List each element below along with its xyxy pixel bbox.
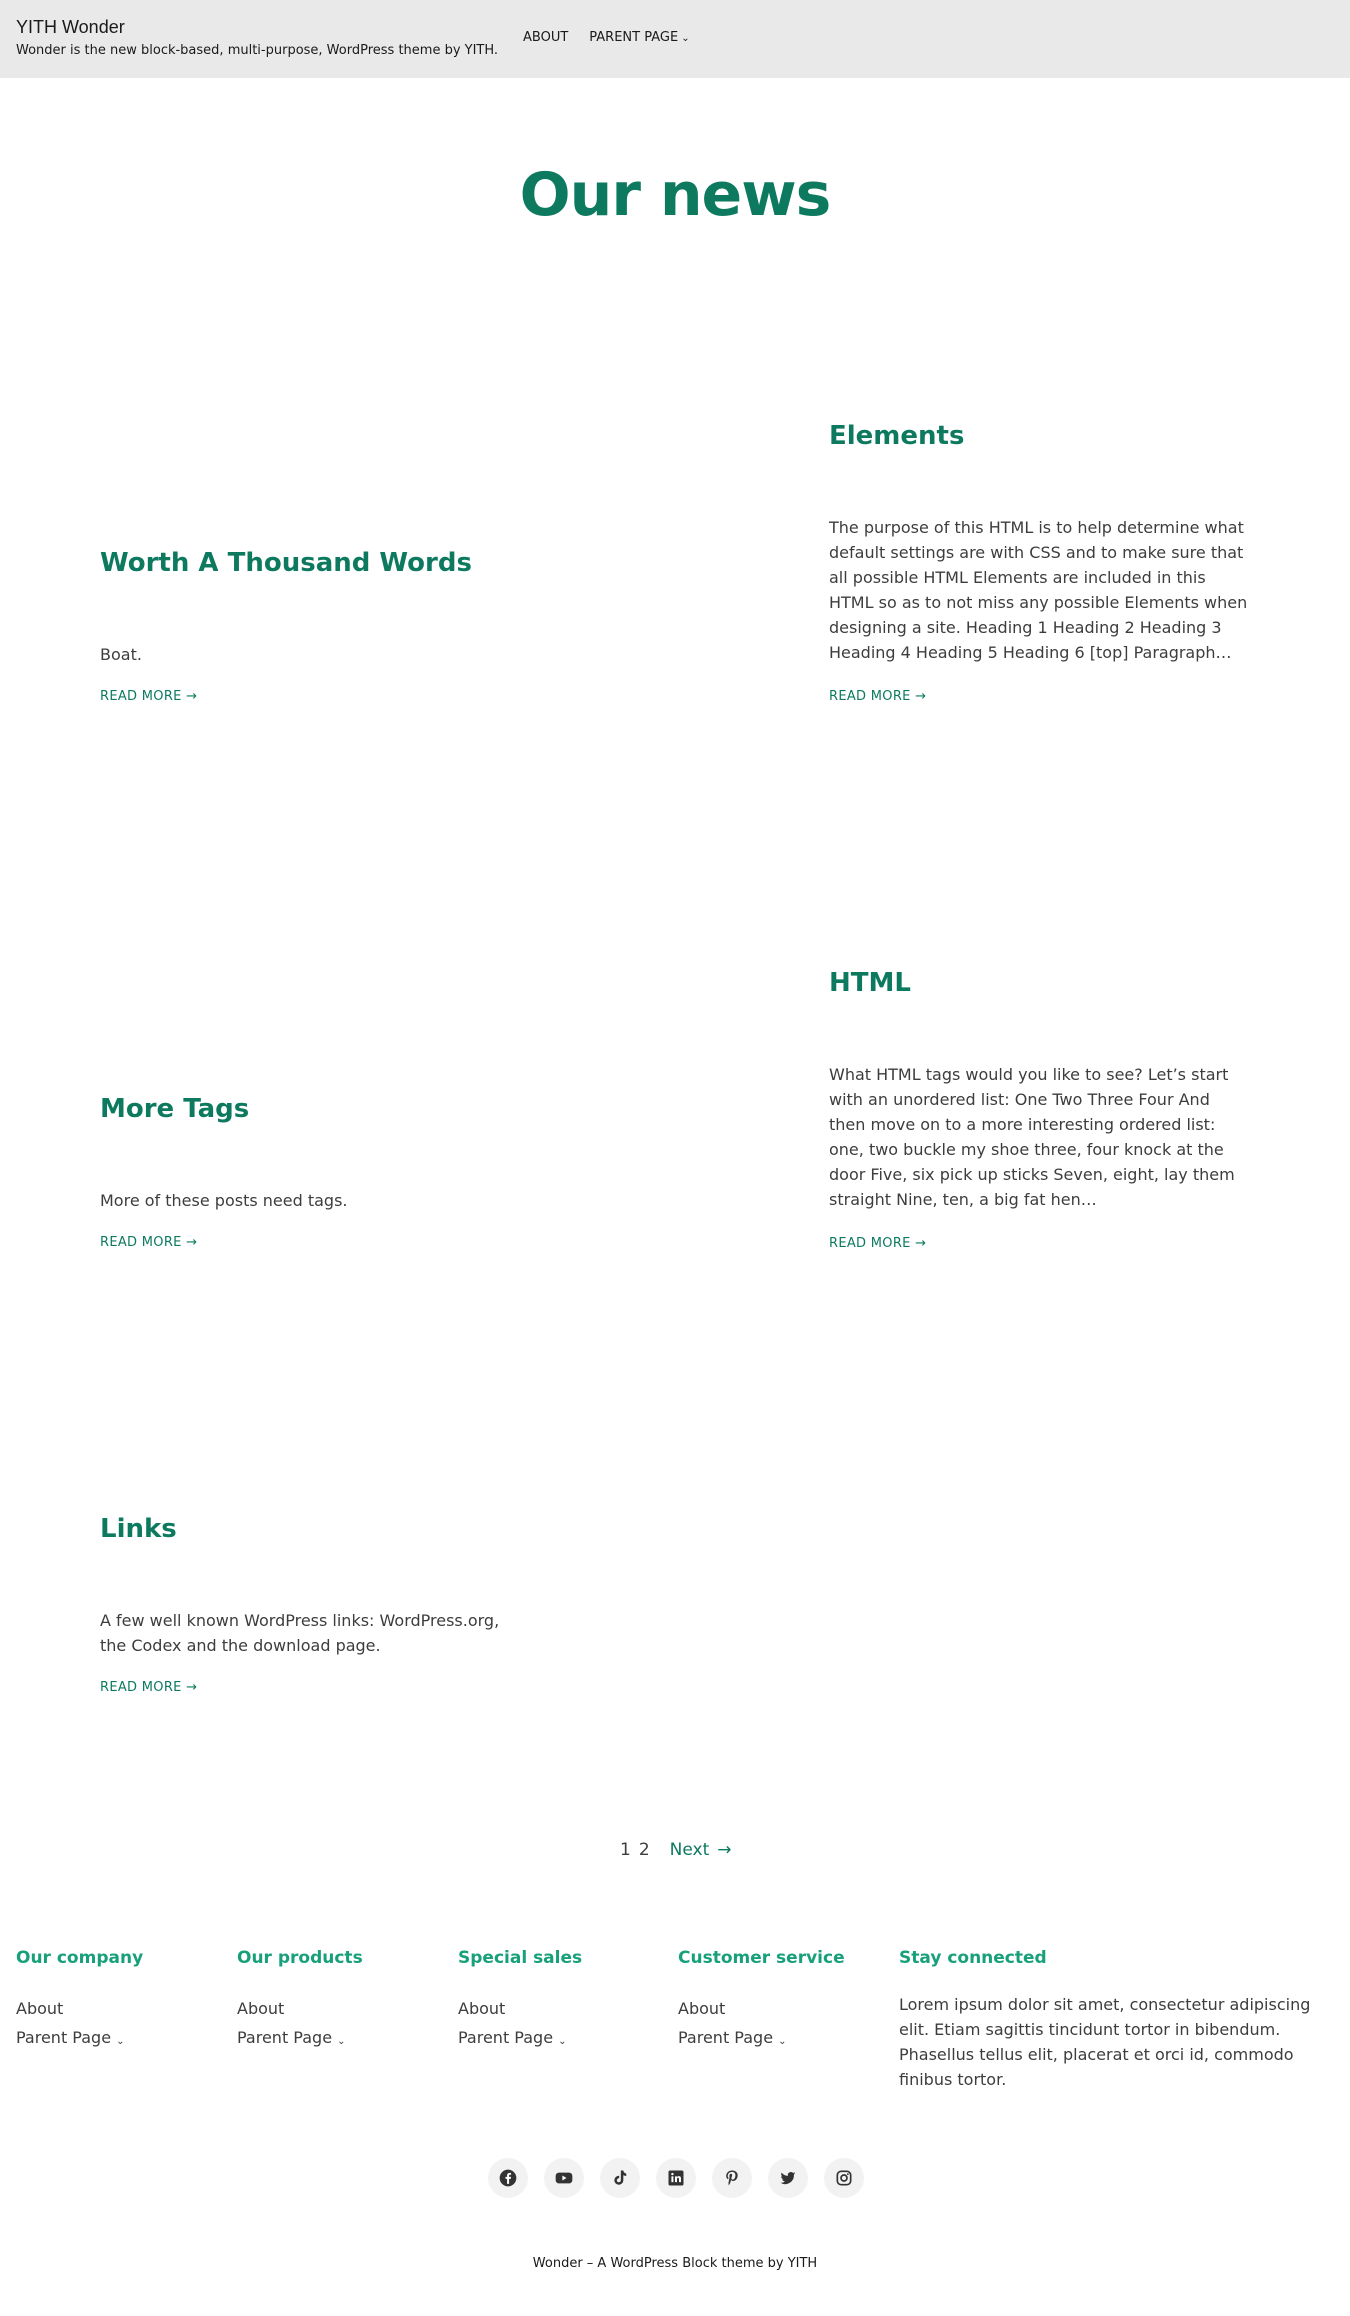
facebook-icon[interactable] — [488, 2158, 528, 2198]
twitter-icon[interactable] — [768, 2158, 808, 2198]
nav-item-about[interactable] — [523, 30, 568, 45]
footer-link-parent-page[interactable] — [458, 2023, 582, 2055]
post-title[interactable]: More Tags — [100, 1094, 250, 1124]
youtube-icon[interactable] — [544, 2158, 584, 2198]
read-more-link[interactable]: READ MORE → — [100, 1235, 198, 1250]
footer-column-stay-connected — [899, 1948, 1329, 2092]
next-page-label: Next — [669, 1840, 710, 1860]
main-nav — [523, 30, 690, 45]
footer-link-label: Parent Page — [16, 2028, 112, 2047]
post-excerpt: More of these posts need tags. — [100, 1191, 348, 1210]
footer-heading: Stay connected — [899, 1948, 1047, 1968]
post-title[interactable]: Elements — [829, 421, 965, 451]
chevron-down-icon: ⌄ — [681, 33, 690, 44]
site-tagline: Wonder is the new block-based, multi-purpose, WordPress theme by YITH. — [16, 43, 499, 58]
post-title[interactable]: Links — [100, 1514, 177, 1544]
read-more-link[interactable]: READ MORE → — [100, 689, 198, 704]
pinterest-icon[interactable] — [712, 2158, 752, 2198]
nav-item-label: ABOUT — [523, 30, 569, 45]
post-title[interactable]: HTML — [829, 968, 911, 998]
footer-link-about[interactable]: About — [458, 1999, 506, 2018]
page-title: Our news — [519, 160, 831, 230]
post-excerpt: A few well known WordPress links: WordPress.org, the Codex and the download page. — [100, 1611, 500, 1655]
next-page-link[interactable] — [670, 1840, 732, 1860]
footer-link-label: Parent Page — [237, 2028, 333, 2047]
footer-column-our-company — [16, 1948, 143, 2055]
footer-link-about[interactable]: About — [16, 1999, 64, 2018]
linkedin-icon[interactable] — [656, 2158, 696, 2198]
post-excerpt: What HTML tags would you like to see? Let’s start with an unordered list: One Two Three Four And then move on to a more interesting ordered list: one, two buckle my shoe three, four knock at the door Five, six pick up sticks Seven, eight, lay them straight Nine, ten, a big fat hen… — [829, 1065, 1235, 1209]
pagination — [620, 1840, 732, 1860]
footer-link-label: Parent Page — [458, 2028, 554, 2047]
footer-heading: Our products — [237, 1948, 363, 1968]
chevron-down-icon: ⌄ — [558, 2036, 567, 2047]
arrow-right-icon: → — [717, 1840, 732, 1860]
site-credits: Wonder – A WordPress Block theme by YITH — [532, 2256, 818, 2271]
tiktok-icon[interactable] — [600, 2158, 640, 2198]
read-more-link[interactable]: READ MORE → — [829, 1236, 927, 1251]
footer-link-about[interactable]: About — [237, 1999, 285, 2018]
footer-column-customer-service — [678, 1948, 845, 2055]
social-links — [488, 2158, 864, 2198]
page-number-2[interactable]: 2 — [638, 1840, 650, 1860]
chevron-down-icon: ⌄ — [116, 2036, 125, 2047]
stay-connected-text: Lorem ipsum dolor sit amet, consectetur adipiscing elit. Etiam sagittis tincidunt tortor in bibendum. Phasellus tellus elit, placerat et orci id, commodo finibus tortor. — [899, 1995, 1311, 2089]
footer-column-our-products — [237, 1948, 363, 2055]
site-header — [0, 0, 1350, 78]
page-number-1[interactable]: 1 — [620, 1840, 631, 1860]
chevron-down-icon: ⌄ — [337, 2036, 346, 2047]
footer-link-parent-page[interactable] — [237, 2023, 363, 2055]
site-title[interactable]: YITH Wonder — [16, 17, 125, 37]
read-more-link[interactable]: READ MORE → — [100, 1680, 198, 1695]
read-more-link[interactable]: READ MORE → — [829, 689, 927, 704]
footer-link-label: Parent Page — [678, 2028, 774, 2047]
post-title[interactable]: Worth A Thousand Words — [100, 548, 472, 578]
footer-link-about[interactable]: About — [678, 1999, 726, 2018]
nav-item-parent-page[interactable] — [589, 30, 689, 45]
footer-link-parent-page[interactable] — [16, 2023, 143, 2055]
nav-item-label: PARENT PAGE — [589, 30, 679, 45]
post-excerpt: Boat. — [100, 645, 142, 664]
footer-heading: Our company — [16, 1948, 144, 1968]
post-excerpt: The purpose of this HTML is to help determine what default settings are with CSS and to make sure that all possible HTML Elements are included in this HTML so as to not miss any possible Elements when designing a site. Heading 1 Heading 2 Heading 3 Heading 4 Heading 5 Heading 6 [top] Paragraph… — [829, 518, 1248, 662]
footer-heading: Customer service — [678, 1948, 845, 1968]
footer-heading: Special sales — [458, 1948, 583, 1968]
footer-column-special-sales — [458, 1948, 582, 2055]
instagram-icon[interactable] — [824, 2158, 864, 2198]
footer-link-parent-page[interactable] — [678, 2023, 845, 2055]
chevron-down-icon: ⌄ — [778, 2036, 787, 2047]
